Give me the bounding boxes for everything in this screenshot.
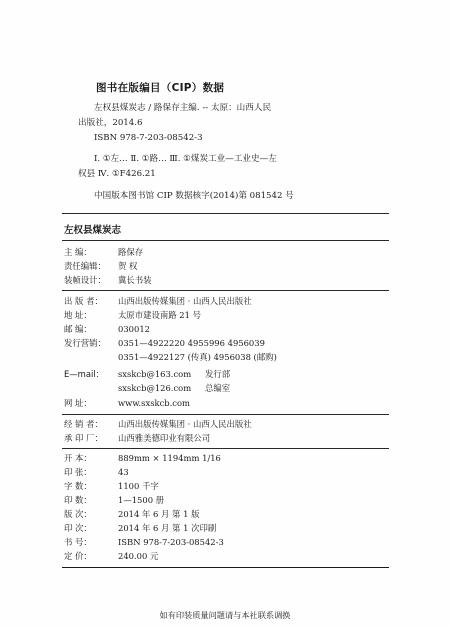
book-title: 左权县煤炭志 [64, 225, 122, 236]
email-editorial-note: 总编室 [205, 383, 231, 393]
spec-label: 开 本： [64, 453, 92, 463]
distributor-value: 山西出版传媒集团 · 山西人民出版社 [118, 419, 252, 429]
divider-publisher [62, 414, 389, 415]
sales-phone-value: 0351—4922220 4955996 4956039 [118, 338, 265, 348]
spec-label: 书 号： [64, 537, 92, 547]
spec-value: 1—1500 册 [118, 495, 165, 505]
divider-specs [62, 567, 389, 568]
cip-subject-line1: Ⅰ. ①左… Ⅱ. ①路… Ⅲ. ①煤炭工业—工业史—左 [94, 154, 277, 164]
spec-value: 889mm × 1194mm 1/16 [118, 453, 221, 463]
publisher-value: 山西出版传媒集团 · 山西人民出版社 [118, 296, 252, 306]
spec-label: 定 价： [64, 551, 92, 561]
website-link[interactable]: www.sxskcb.com [118, 398, 190, 408]
email-label: E—mail： [64, 369, 104, 379]
spec-label: 印 张： [64, 467, 92, 477]
divider-title [62, 240, 389, 241]
publisher-label: 出 版 者： [64, 296, 103, 306]
spec-value: 240.00 元 [118, 551, 159, 561]
postcode-value: 030012 [118, 324, 150, 334]
cip-subject-line2: 权县 Ⅳ. ①F426.21 [78, 169, 156, 179]
divider-cip [62, 213, 389, 214]
spec-value: 1100 千字 [118, 481, 159, 491]
postcode-label: 邮 编： [64, 324, 92, 334]
spec-value: ISBN 978-7-203-08542-3 [118, 537, 224, 547]
email-editorial[interactable]: sxskcb@126.com [118, 383, 192, 393]
editor-label: 责任编辑： [64, 261, 106, 271]
spec-label: 印 数： [64, 495, 92, 505]
divider-editors [62, 290, 389, 291]
editor-label: 主 编： [64, 247, 92, 257]
cip-heading: 图书在版编目（CIP）数据 [96, 82, 225, 94]
address-label: 地 址： [64, 310, 92, 320]
quality-notice: 如有印装质量问题请与本社联系调换 [159, 610, 291, 620]
spec-value: 43 [118, 467, 129, 477]
cip-entry-line2: 出版社，2014.6 [78, 118, 143, 128]
spec-label: 版 次： [64, 509, 92, 519]
cip-record-number: 中国版本图书馆 CIP 数据核字(2014)第 081542 号 [94, 191, 294, 201]
spec-label: 字 数： [64, 481, 92, 491]
sales-fax-value: 0351—4922127 (传真) 4956038 (邮购) [118, 352, 277, 362]
sales-phone-label: 发行营销： [64, 338, 106, 348]
distributor-label: 经 销 者： [64, 419, 103, 429]
divider-distribution [62, 448, 389, 449]
cip-entry-line1: 左权县煤炭志 / 路保存主编. -- 太原：山西人民 [94, 103, 272, 113]
editor-value: 冀长书装 [118, 275, 152, 285]
editor-label: 装帧设计： [64, 275, 106, 285]
spec-label: 印 次： [64, 523, 92, 533]
spec-value: 2014 年 6 月 第 1 版 [118, 509, 200, 519]
website-label: 网 址： [64, 398, 92, 408]
printer-value: 山西雅美德印业有限公司 [118, 433, 211, 443]
spec-value: 2014 年 6 月 第 1 次印刷 [118, 523, 217, 533]
email-sales[interactable]: sxskcb@163.com [118, 369, 192, 379]
address-value: 太原市建设南路 21 号 [118, 310, 201, 320]
printer-label: 承 印 厂： [64, 433, 103, 443]
editor-value: 贺 权 [118, 261, 138, 271]
cip-isbn: ISBN 978-7-203-08542-3 [94, 133, 203, 143]
editor-value: 路保存 [118, 247, 144, 257]
email-sales-note: 发行部 [205, 369, 231, 379]
